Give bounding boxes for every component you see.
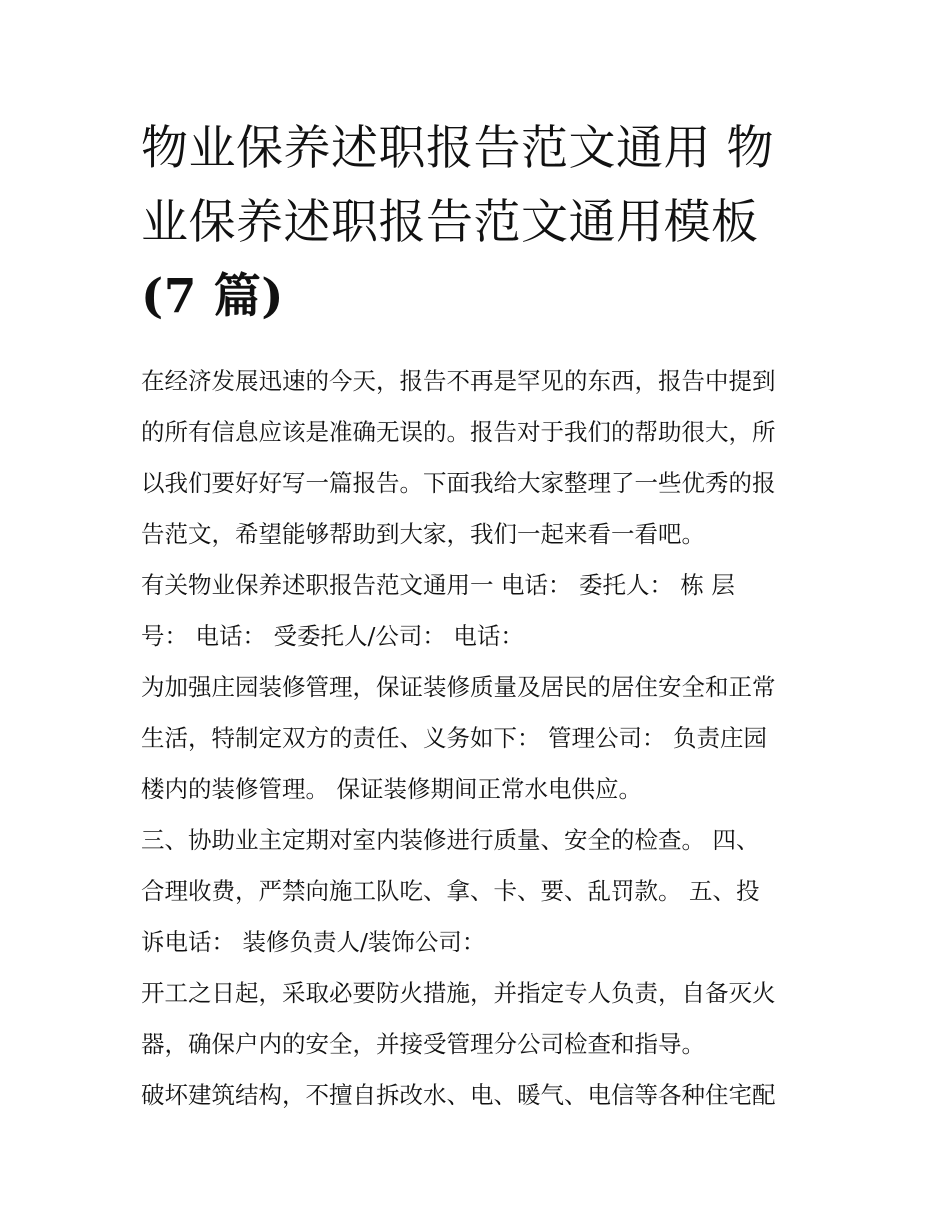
text-line: 以我们要好好写一篇报告。下面我给大家整理了一些优秀的报 — [141, 469, 776, 497]
title-line: 业保养述职报告范文通用模板 — [141, 195, 759, 250]
title-line: 物业保养述职报告范文通用 物 — [141, 121, 774, 176]
paragraph-management — [141, 662, 813, 815]
text-line: 的所有信息应该是准确无误的。报告对于我们的帮助很大，所 — [141, 418, 776, 446]
document-title — [141, 112, 813, 334]
text-line: 开工之日起，采取必要防火措施，并指定专人负责，自备灭火 — [141, 979, 776, 1007]
paragraph-intro — [141, 356, 813, 560]
text-line: 器，确保户内的安全，并接受管理分公司检查和指导。 — [141, 1030, 705, 1058]
text-line: 诉电话： 装修负责人/装饰公司： — [141, 928, 486, 956]
text-line: 楼内的装修管理。 保证装修期间正常水电供应。 — [141, 775, 642, 803]
text-line: 在经济发展迅速的今天，报告不再是罕见的东西，报告中提到 — [141, 367, 776, 395]
text-line: 三、协助业主定期对室内装修进行质量、安全的检查。 四、 — [141, 826, 760, 854]
paragraph-inspection — [141, 815, 813, 968]
paragraph-fire-safety — [141, 968, 813, 1070]
text-line: 告范文，希望能够帮助到大家，我们一起来看一看吧。 — [141, 520, 705, 548]
title-line: (7 篇) — [141, 269, 285, 324]
paragraph-structure — [141, 1070, 813, 1121]
paragraph-contract-header — [141, 560, 813, 662]
document-page — [141, 112, 813, 1121]
text-line: 生活，特制定双方的责任、义务如下： 管理公司： 负责庄园 — [141, 724, 767, 752]
text-line: 号： 电话： 受委托人/公司： 电话： — [141, 622, 524, 650]
text-line: 为加强庄园装修管理，保证装修质量及居民的居住安全和正常 — [141, 673, 776, 701]
text-line: 合理收费，严禁向施工队吃、拿、卡、要、乱罚款。 五、投 — [141, 877, 760, 905]
text-line: 破坏建筑结构，不擅自拆改水、电、暖气、电信等各种住宅配 — [141, 1081, 776, 1109]
text-line: 有关物业保养述职报告范文通用一 电话： 委托人： 栋 层 — [141, 571, 735, 599]
document-body — [141, 356, 813, 1121]
